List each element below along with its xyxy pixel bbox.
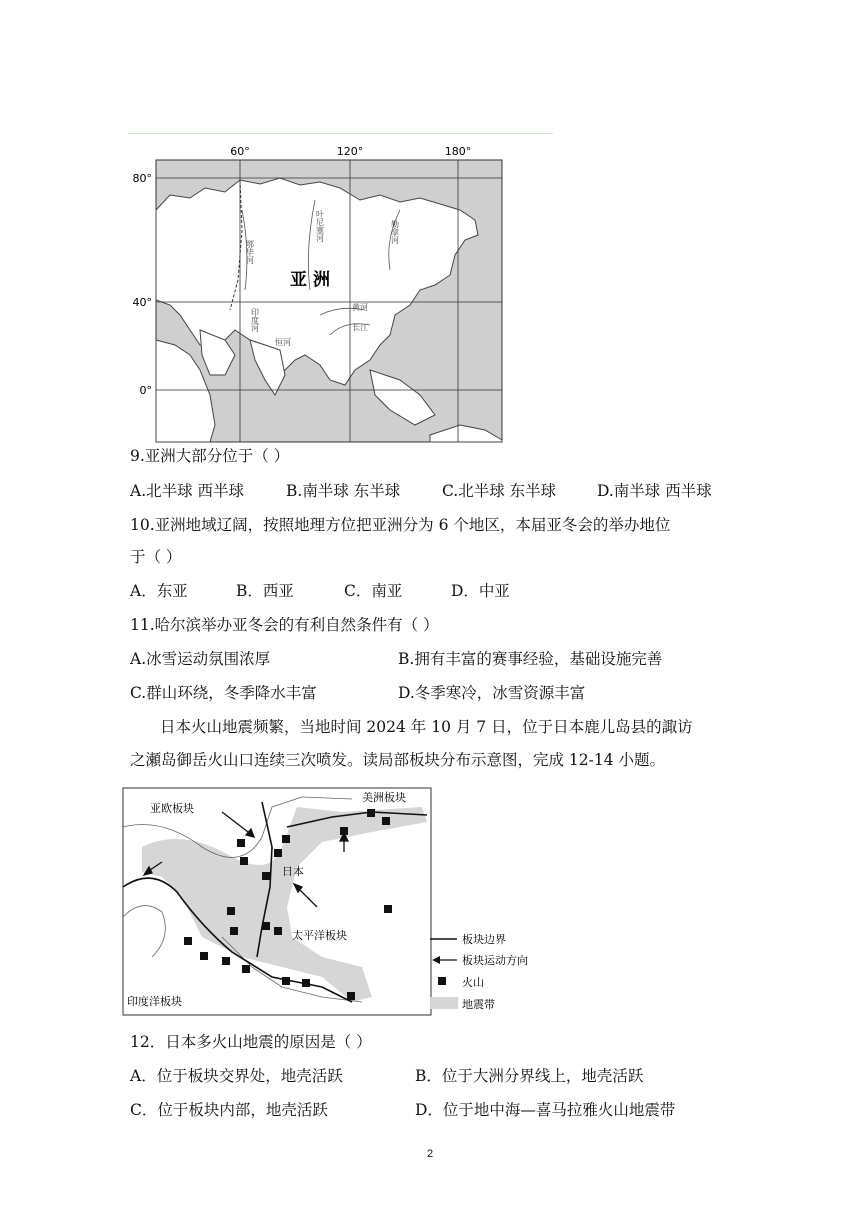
river-label-yellow: 黄河 xyxy=(352,303,368,312)
asia-map xyxy=(130,140,510,445)
legend-seismic-belt: 地震带 xyxy=(462,998,495,1011)
label-eurasian-plate: 亚欧板块 xyxy=(150,802,194,815)
passage-line2: 之瀬岛御岳火山口连续三次喷发。读局部板块分布示意图，完成 12-14 小题。 xyxy=(130,751,666,769)
q11-stem: 11.哈尔滨举办亚冬会的有利自然条件有（ ） xyxy=(130,616,439,634)
q10-option-a: A．东亚 xyxy=(130,582,188,600)
plate-map xyxy=(122,787,552,1017)
passage-line1: 日本火山地震频繁，当地时间 2024 年 10 月 7 日，位于日本鹿儿岛县的諏访 xyxy=(160,718,693,736)
label-american-plate: 美洲板块 xyxy=(362,791,406,804)
label-japan: 日本 xyxy=(282,865,304,878)
q9-option-c: C.北半球 东半球 xyxy=(442,482,557,500)
q10-option-b: B．西亚 xyxy=(236,582,294,600)
legend-plate-boundary: 板块边界 xyxy=(462,933,506,946)
q10-stem-line2: 于（ ） xyxy=(130,548,182,566)
lat-label-0: 0° xyxy=(139,384,152,397)
q12-stem: 12．日本多火山地震的原因是（ ） xyxy=(130,1033,372,1051)
label-pacific-plate: 太平洋板块 xyxy=(292,929,347,942)
lat-label-40: 40° xyxy=(132,296,152,309)
q10-option-c: C．南亚 xyxy=(344,582,403,600)
lat-label-80: 80° xyxy=(132,172,152,185)
river-label-indus: 印度河 xyxy=(250,308,260,332)
q12-option-b: B．位于大洲分界线上，地壳活跃 xyxy=(415,1067,644,1085)
q11-option-d: D.冬季寒冷，冰雪资源丰富 xyxy=(398,684,586,702)
river-label-lena: 勒拿河 xyxy=(390,220,400,244)
q9-option-a: A.北半球 西半球 xyxy=(130,482,245,500)
lon-label-120: 120° xyxy=(336,145,364,158)
q12-option-a: A．位于板块交界处，地壳活跃 xyxy=(130,1067,343,1085)
q10-option-d: D．中亚 xyxy=(451,582,510,600)
q12-option-c: C．位于板块内部，地壳活跃 xyxy=(130,1101,328,1119)
q9-option-d: D.南半球 西半球 xyxy=(597,482,712,500)
q9-option-b: B.南半球 东半球 xyxy=(286,482,401,500)
lon-label-60: 60° xyxy=(230,145,250,158)
label-indian-plate: 印度洋板块 xyxy=(127,995,182,1008)
river-label-yangtze: 长江 xyxy=(352,323,368,332)
lon-label-180: 180° xyxy=(444,145,472,158)
river-label-ob: 鄂毕河 xyxy=(245,240,255,264)
continent-label: 亚 洲 xyxy=(290,270,330,290)
river-label-ganges: 恒河 xyxy=(275,338,291,347)
q11-option-c: C.群山环绕，冬季降水丰富 xyxy=(130,684,317,702)
q10-stem-line1: 10.亚洲地域辽阔，按照地理方位把亚洲分为 6 个地区，本届亚冬会的举办地位 xyxy=(130,516,671,534)
q11-option-a: A.冰雪运动氛围浓厚 xyxy=(130,650,271,668)
header-rule xyxy=(128,133,553,134)
legend-volcano: 火山 xyxy=(462,976,484,989)
q12-option-d: D．位于地中海—喜马拉雅火山地震带 xyxy=(415,1101,676,1119)
river-label-yenisei: 叶尼塞河 xyxy=(315,210,325,242)
legend xyxy=(430,932,528,1011)
page-number: 2 xyxy=(426,1148,434,1160)
q11-option-b: B.拥有丰富的赛事经验，基础设施完善 xyxy=(398,650,663,668)
q9-stem: 9.亚洲大部分位于（ ） xyxy=(130,447,290,465)
legend-plate-motion: 板块运动方向 xyxy=(462,954,528,967)
